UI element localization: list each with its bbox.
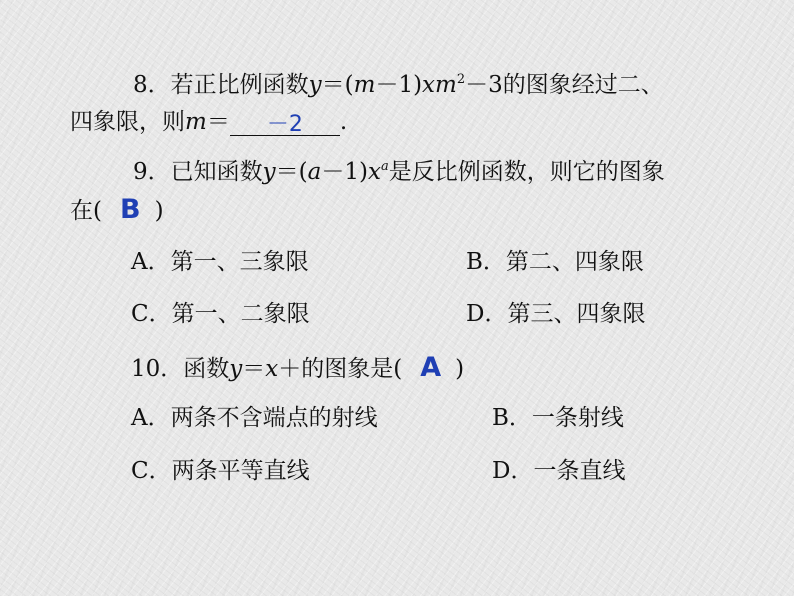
q8-minus-three: －3 [465,72,503,98]
q8-line2 [70,107,347,137]
q8-line2-prefix: 四象限，则 [70,109,185,135]
q9-line1 [133,157,665,187]
q8-eq: ＝ [206,109,230,135]
q9-prefix: 9．已知函数 [133,159,263,185]
q10-option-a: A．两条不含端点的射线 [131,405,378,431]
q10-answer: A [420,352,442,383]
q9-line2-prefix: 在( [70,198,102,224]
q9-minus-one: －1) [321,159,368,185]
q10-var-y: y [229,356,243,382]
q10-close: ) [455,356,465,382]
q10-suffix: ＋的图象是( [278,356,403,382]
q9-answer: B [119,194,141,225]
q9-option-d: D．第三、四象限 [466,301,646,327]
q10-option-b: B．一条射线 [492,405,624,431]
q8-exponent: 2 [456,72,466,87]
q8-var-m: m [353,72,376,98]
q9-var-y: y [262,159,276,185]
q9-option-c: C．第一、二象限 [131,301,310,327]
q8-answer-blank [230,109,340,136]
q10-var-x: x [265,356,279,382]
q10-eq: ＝ [242,356,266,382]
q8-answer: －2 [266,112,303,137]
q8-var-xm: xm [422,72,457,98]
q9-var-a: a [307,159,322,185]
q9-option-b: B．第二、四象限 [466,249,644,275]
q9-var-x: x [367,159,381,185]
q9-eq-open: ＝( [275,159,308,185]
q8-suffix: 的图象经过二、 [502,72,664,98]
q8-period: . [339,109,348,135]
q10-option-c: C．两条平等直线 [131,458,310,484]
q10-option-d: D．一条直线 [492,458,626,484]
q8-prefix: 8．若正比例函数 [133,72,309,98]
q8-var-y: y [308,72,322,98]
q8-line1 [133,70,664,100]
q8-eq-open: ＝( [321,72,354,98]
q9-suffix: 是反比例函数，则它的图象 [388,159,665,185]
q9-option-a: A．第一、三象限 [131,249,309,275]
q8-var-m2: m [185,109,207,135]
q9-close: ) [154,198,164,224]
q10-prefix: 10．函数 [131,356,230,382]
q10-line1 [131,353,464,384]
q9-exponent: a [380,159,389,174]
q9-line2 [70,195,164,226]
q8-minus-one: －1) [375,72,423,98]
